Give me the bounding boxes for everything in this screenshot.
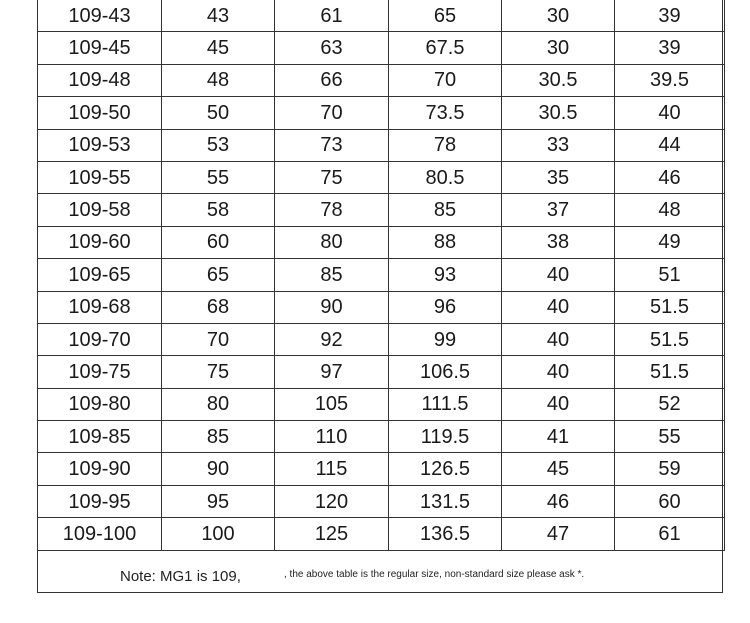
table-cell: 51.5 (615, 323, 725, 355)
table-cell: 75 (162, 356, 275, 388)
table-cell: 55 (615, 421, 725, 453)
table-cell: 80.5 (389, 161, 502, 193)
table-cell: 95 (162, 485, 275, 517)
table-cell: 78 (275, 194, 389, 226)
table-row (38, 453, 725, 485)
table-cell: 40 (502, 356, 615, 388)
table-cell: 109-95 (38, 485, 162, 517)
table-cell: 96 (389, 291, 502, 323)
table-cell: 126.5 (389, 453, 502, 485)
table-cell: 60 (162, 226, 275, 258)
table-cell: 53 (162, 129, 275, 161)
table-cell: 46 (615, 161, 725, 193)
table-cell: 39 (615, 0, 725, 32)
table-cell: 109-50 (38, 97, 162, 129)
table-cell: 109-70 (38, 323, 162, 355)
table-cell: 100 (162, 518, 275, 550)
table-cell: 70 (275, 97, 389, 129)
table-cell: 50 (162, 97, 275, 129)
table-cell: 40 (502, 259, 615, 291)
table-cell: 41 (502, 421, 615, 453)
size-table-body (38, 0, 725, 550)
table-cell: 46 (502, 485, 615, 517)
table-cell: 106.5 (389, 356, 502, 388)
note-text: Note: MG1 is 109, (120, 568, 241, 585)
table-cell: 109-48 (38, 64, 162, 96)
table-cell: 70 (162, 323, 275, 355)
table-row (38, 356, 725, 388)
table-cell: 51 (615, 259, 725, 291)
table-cell: 109-85 (38, 421, 162, 453)
table-cell: 105 (275, 388, 389, 420)
table-row (38, 97, 725, 129)
table-cell: 30 (502, 0, 615, 32)
table-cell: 43 (162, 0, 275, 32)
table-cell: 120 (275, 485, 389, 517)
table-cell: 61 (615, 518, 725, 550)
table-cell: 70 (389, 64, 502, 96)
table-row (38, 161, 725, 193)
table-cell: 47 (502, 518, 615, 550)
table-cell: 109-90 (38, 453, 162, 485)
table-cell: 30.5 (502, 97, 615, 129)
table-cell: 45 (502, 453, 615, 485)
table-cell: 109-80 (38, 388, 162, 420)
table-row (38, 64, 725, 96)
table-cell: 48 (162, 64, 275, 96)
table-cell: 109-53 (38, 129, 162, 161)
table-row (38, 388, 725, 420)
table-cell: 109-68 (38, 291, 162, 323)
table-cell: 119.5 (389, 421, 502, 453)
table-cell: 49 (615, 226, 725, 258)
table-row (38, 226, 725, 258)
table-cell: 109-75 (38, 356, 162, 388)
table-row (38, 32, 725, 64)
note-row (38, 550, 722, 592)
table-cell: 97 (275, 356, 389, 388)
table-cell: 40 (502, 388, 615, 420)
table-row (38, 0, 725, 32)
table-cell: 58 (162, 194, 275, 226)
table-cell: 30 (502, 32, 615, 64)
table-cell: 109-43 (38, 0, 162, 32)
table-cell: 99 (389, 323, 502, 355)
table-row (38, 421, 725, 453)
table-cell: 131.5 (389, 485, 502, 517)
table-cell: 59 (615, 453, 725, 485)
table-cell: 33 (502, 129, 615, 161)
table-cell: 39 (615, 32, 725, 64)
table-cell: 136.5 (389, 518, 502, 550)
table-cell: 78 (389, 129, 502, 161)
table-row (38, 291, 725, 323)
table-cell: 109-45 (38, 32, 162, 64)
table-cell: 39.5 (615, 64, 725, 96)
table-row (38, 194, 725, 226)
table-cell: 55 (162, 161, 275, 193)
table-cell: 80 (162, 388, 275, 420)
table-cell: 45 (162, 32, 275, 64)
table-cell: 38 (502, 226, 615, 258)
table-cell: 92 (275, 323, 389, 355)
table-cell: 80 (275, 226, 389, 258)
table-cell: 67.5 (389, 32, 502, 64)
note-subtext: , the above table is the regular size, non-standard size please ask *. (284, 569, 585, 580)
table-cell: 40 (502, 323, 615, 355)
table-row (38, 485, 725, 517)
table-cell: 61 (275, 0, 389, 32)
table-cell: 48 (615, 194, 725, 226)
table-cell: 68 (162, 291, 275, 323)
table-cell: 109-60 (38, 226, 162, 258)
table-cell: 37 (502, 194, 615, 226)
table-cell: 90 (275, 291, 389, 323)
table-row (38, 129, 725, 161)
table-cell: 40 (502, 291, 615, 323)
table-cell: 88 (389, 226, 502, 258)
table-cell: 109-58 (38, 194, 162, 226)
table-cell: 125 (275, 518, 389, 550)
table-cell: 65 (389, 0, 502, 32)
table-cell: 85 (389, 194, 502, 226)
table-cell: 40 (615, 97, 725, 129)
table-cell: 93 (389, 259, 502, 291)
table-cell: 73 (275, 129, 389, 161)
table-row (38, 323, 725, 355)
table-cell: 44 (615, 129, 725, 161)
table-cell: 60 (615, 485, 725, 517)
table-cell: 109-100 (38, 518, 162, 550)
table-cell: 51.5 (615, 356, 725, 388)
table-cell: 110 (275, 421, 389, 453)
table-cell: 85 (162, 421, 275, 453)
table-cell: 75 (275, 161, 389, 193)
table-row (38, 518, 725, 550)
table-cell: 109-55 (38, 161, 162, 193)
table-row (38, 259, 725, 291)
table-cell: 35 (502, 161, 615, 193)
table-cell: 66 (275, 64, 389, 96)
table-cell: 65 (162, 259, 275, 291)
table-cell: 63 (275, 32, 389, 64)
table-cell: 52 (615, 388, 725, 420)
table-cell: 73.5 (389, 97, 502, 129)
table-cell: 109-65 (38, 259, 162, 291)
table-cell: 30.5 (502, 64, 615, 96)
table-cell: 90 (162, 453, 275, 485)
size-table (37, 0, 725, 551)
table-cell: 51.5 (615, 291, 725, 323)
table-cell: 111.5 (389, 388, 502, 420)
table-cell: 115 (275, 453, 389, 485)
table-cell: 85 (275, 259, 389, 291)
